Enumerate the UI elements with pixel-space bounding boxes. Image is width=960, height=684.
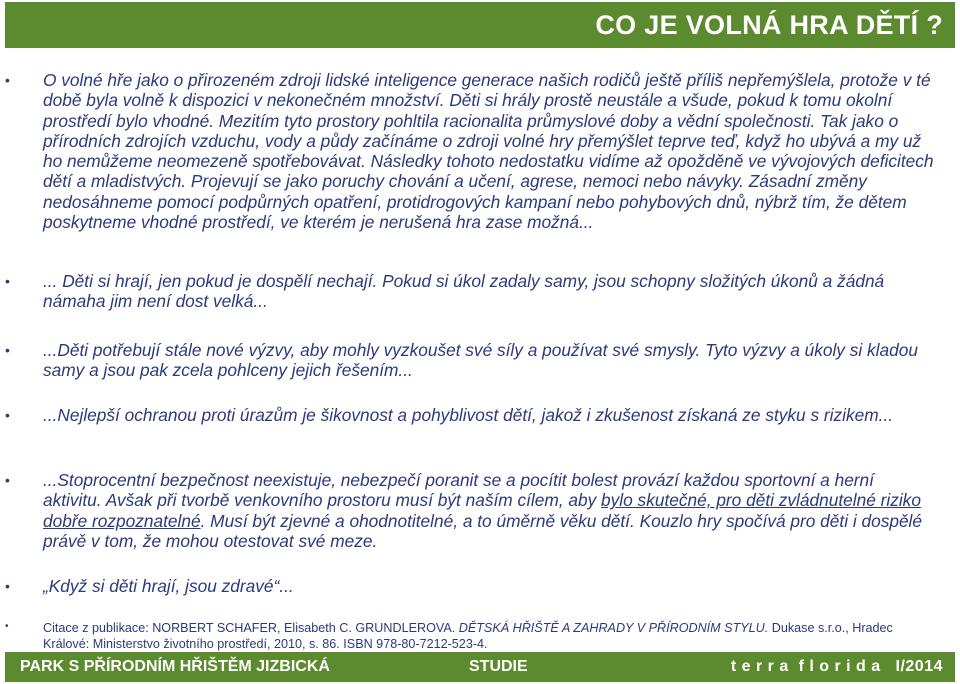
paragraph-text bbox=[43, 340, 923, 381]
title-bar bbox=[5, 2, 955, 48]
paragraph-text-part: . Musí být zjevné a ohodnotitelné, a to úměrně věku dětí. Kouzlo hry spočívá pro děti i dospělé právě v tom, že mohou otestovat své meze. bbox=[43, 510, 923, 551]
citation-text-part: Citace z publikace: NORBERT SCHAFER, Elisabeth C. GRUNDLEROVA. bbox=[43, 621, 459, 635]
bullet-icon: • bbox=[5, 342, 10, 358]
paragraph-text bbox=[43, 70, 935, 232]
footer-document-type: STUDIE bbox=[469, 658, 528, 675]
paragraph-text-part: ...Stoprocentní bezpečnost neexistuje, nebezpečí poranit se a pocítit bolest provází každou sportovní a herní aktivitu. Avšak při tvorbě venkovního prostoru musí být naším cílem, aby bbox=[43, 470, 874, 511]
paragraph-text bbox=[43, 576, 943, 596]
citation-text bbox=[43, 621, 923, 652]
page-title: CO JE VOLNÁ HRA DĚTÍ ? bbox=[595, 10, 943, 40]
paragraph-text-part: O volné hře jako o přirozeném zdroji lidské inteligence generace našich rodičů ještě příliš nepřemýšlela, protože v té době byla volně k dispozici v nekonečném množství. Děti si hrály prostě neustále a všude, pokud k tomu okolní prostředí bylo vhodné. Mezitím tyto prostory pohltila racionalita průmyslové doby a vědní společnosti. Tak jako o přírodních zdrojích vzduchu, vody a půdy začínáme o zdroji volné hry přemýšlet teprve teď, když ho ubývá a my už ho nemůžeme neomezeně spotřebovávat. Následky tohoto nedostatku vidíme až opožděně ve vývojových deficitech dětí a mladistvých. Projevují se jako poruchy chování a učení, agrese, nemoci nebo návyky. Zásadní změny nedosáhneme pomocí podpůrných opatření, protidrogových kampaní nebo pohybových dnů, nýbrž tím, že dětem poskytneme vhodné prostředí, ve kterém je nerušená hra zase možná... bbox=[43, 70, 934, 233]
paragraph-text bbox=[43, 405, 943, 425]
paragraph-text-part: ...Děti potřebují stále nové výzvy, aby mohly vyzkoušet své síly a používat své smysly. Tyto výzvy a úkoly si kladou samy a jsou pak zcela pohlceny jejich řešením... bbox=[43, 340, 918, 381]
paragraph-text-underlined: bylo skutečné, pro děti zvládnutelné riziko dobře rozpoznatelné bbox=[43, 490, 921, 531]
footer-bar bbox=[5, 652, 955, 682]
paragraph-text-part: ... Děti si hrají, jen pokud je dospělí nechají. Pokud si úkol zadaly samy, jsou schopny složitých úkonů a žádná námaha jim není dost velká... bbox=[43, 271, 885, 312]
paragraph-text-part: „Když si děti hrají, jsou zdravé“... bbox=[43, 576, 294, 596]
bullet-icon: • bbox=[5, 578, 10, 594]
paragraph-text bbox=[43, 271, 923, 312]
footer-company: t e r r a f l o r i d a I/2014 bbox=[730, 658, 943, 675]
bullet-icon: • bbox=[5, 621, 9, 632]
bullet-icon: • bbox=[5, 72, 10, 88]
citation-text-part: Dukase s.r.o., Hradec Králové: Ministerstvo životního prostředí, 2010, s. 86. ISBN 978-80-7212-523-4. bbox=[43, 621, 893, 651]
paragraph-text bbox=[43, 470, 928, 551]
footer-project-name: PARK S PŘÍRODNÍM HŘIŠTĚM JIZBICKÁ bbox=[20, 658, 330, 675]
bullet-icon: • bbox=[5, 273, 10, 289]
paragraph-text-part: ...Nejlepší ochranou proti úrazům je šikovnost a pohyblivost dětí, jakož i zkušenost získaná ze styku s rizikem... bbox=[43, 405, 894, 425]
citation-title: DĚTSKÁ HŘIŠTĚ A ZAHRADY V PŘÍRODNÍM STYLU. bbox=[458, 621, 769, 635]
bullet-icon: • bbox=[5, 407, 10, 423]
bullet-icon: • bbox=[5, 472, 10, 488]
